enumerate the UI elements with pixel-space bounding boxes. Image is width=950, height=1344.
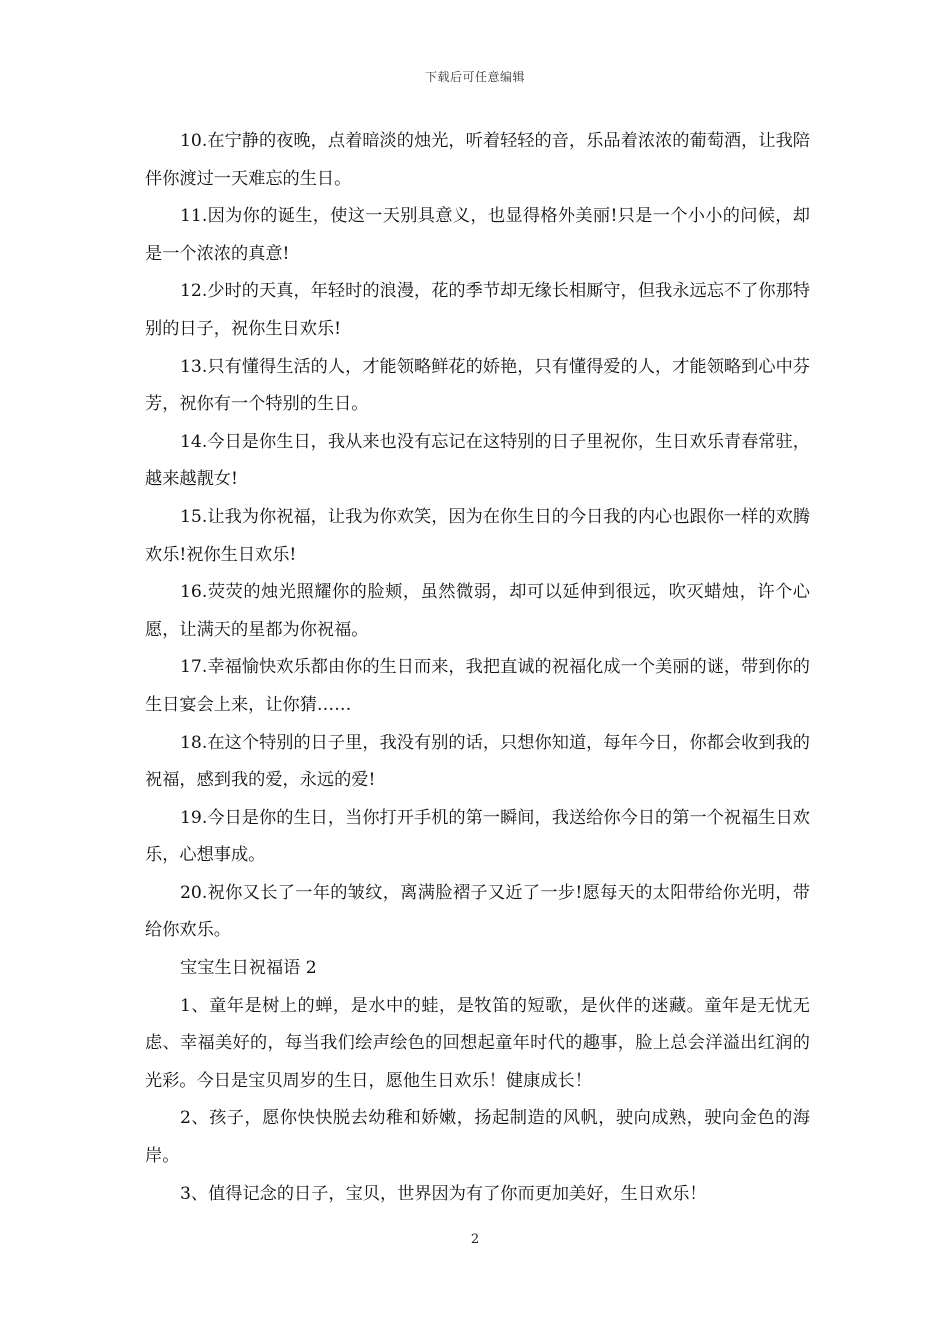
paragraph: 20.祝你又长了一年的皱纹，离满脸褶子又近了一步!愿每天的太阳带给你光明，带给你欢乐。 — [145, 882, 810, 941]
page-header: 下载后可任意编辑 — [424, 70, 525, 84]
paragraph: 13.只有懂得生活的人，才能领略鲜花的娇艳，只有懂得爱的人，才能领略到心中芬芳，祝你有一个特别的生日。 — [145, 356, 810, 415]
paragraph: 17.幸福愉快欢乐都由你的生日而来，我把直诚的祝福化成一个美丽的谜，带到你的生日宴会上来，让你猜…… — [145, 657, 810, 715]
paragraph: 15.让我为你祝福，让我为你欢笑，因为在你生日的今日我的内心也跟你一样的欢腾欢乐!祝你生日欢乐! — [145, 506, 810, 565]
paragraph: 12.少时的天真，年轻时的浪漫，花的季节却无缘长相厮守，但我永远忘不了你那特别的日子，祝你生日欢乐! — [145, 281, 810, 339]
paragraph: 18.在这个特别的日子里，我没有别的话，只想你知道，每年今日，你都会收到我的祝福，感到我的爱，永远的爱! — [145, 732, 810, 791]
paragraph: 10.在宁静的夜晚，点着暗淡的烛光，听着轻轻的音，乐品着浓浓的葡萄酒，让我陪伴你渡过一天难忘的生日。 — [145, 131, 810, 189]
paragraph: 1、童年是树上的蝉，是水中的蛙，是牧笛的短歌，是伙伴的迷藏。童年是无忧无虑、幸福美好的，每当我们绘声绘色的回想起童年时代的趣事，脸上总会洋溢出红润的光彩。今日是宝贝周岁的生日，愿他生日欢乐！健康成长！ — [145, 995, 810, 1091]
paragraph: 19.今日是你的生日，当你打开手机的第一瞬间，我送给你今日的第一个祝福生日欢乐，心想事成。 — [145, 807, 810, 866]
paragraph: 3、值得记念的日子，宝贝，世界因为有了你而更加美好，生日欢乐！ — [180, 1183, 707, 1204]
paragraph: 16.荧荧的烛光照耀你的脸颊，虽然微弱，却可以延伸到很远，吹灭蜡烛，许个心愿，让满天的星都为你祝福。 — [145, 582, 810, 640]
document-body — [145, 123, 810, 1213]
paragraph: 2、孩子，愿你快快脱去幼稚和娇嫩，扬起制造的风帆，驶向成熟，驶向金色的海岸。 — [145, 1108, 810, 1167]
paragraph: 14.今日是你生日，我从来也没有忘记在这特别的日子里祝你，生日欢乐青春常驻，越来越靓女! — [145, 431, 810, 490]
paragraph: 11.因为你的诞生，使这一天别具意义，也显得格外美丽!只是一个小小的问候，却是一个浓浓的真意! — [145, 206, 810, 264]
page-number: 2 — [470, 1232, 480, 1247]
section-heading: 宝宝生日祝福语 2 — [180, 958, 317, 979]
